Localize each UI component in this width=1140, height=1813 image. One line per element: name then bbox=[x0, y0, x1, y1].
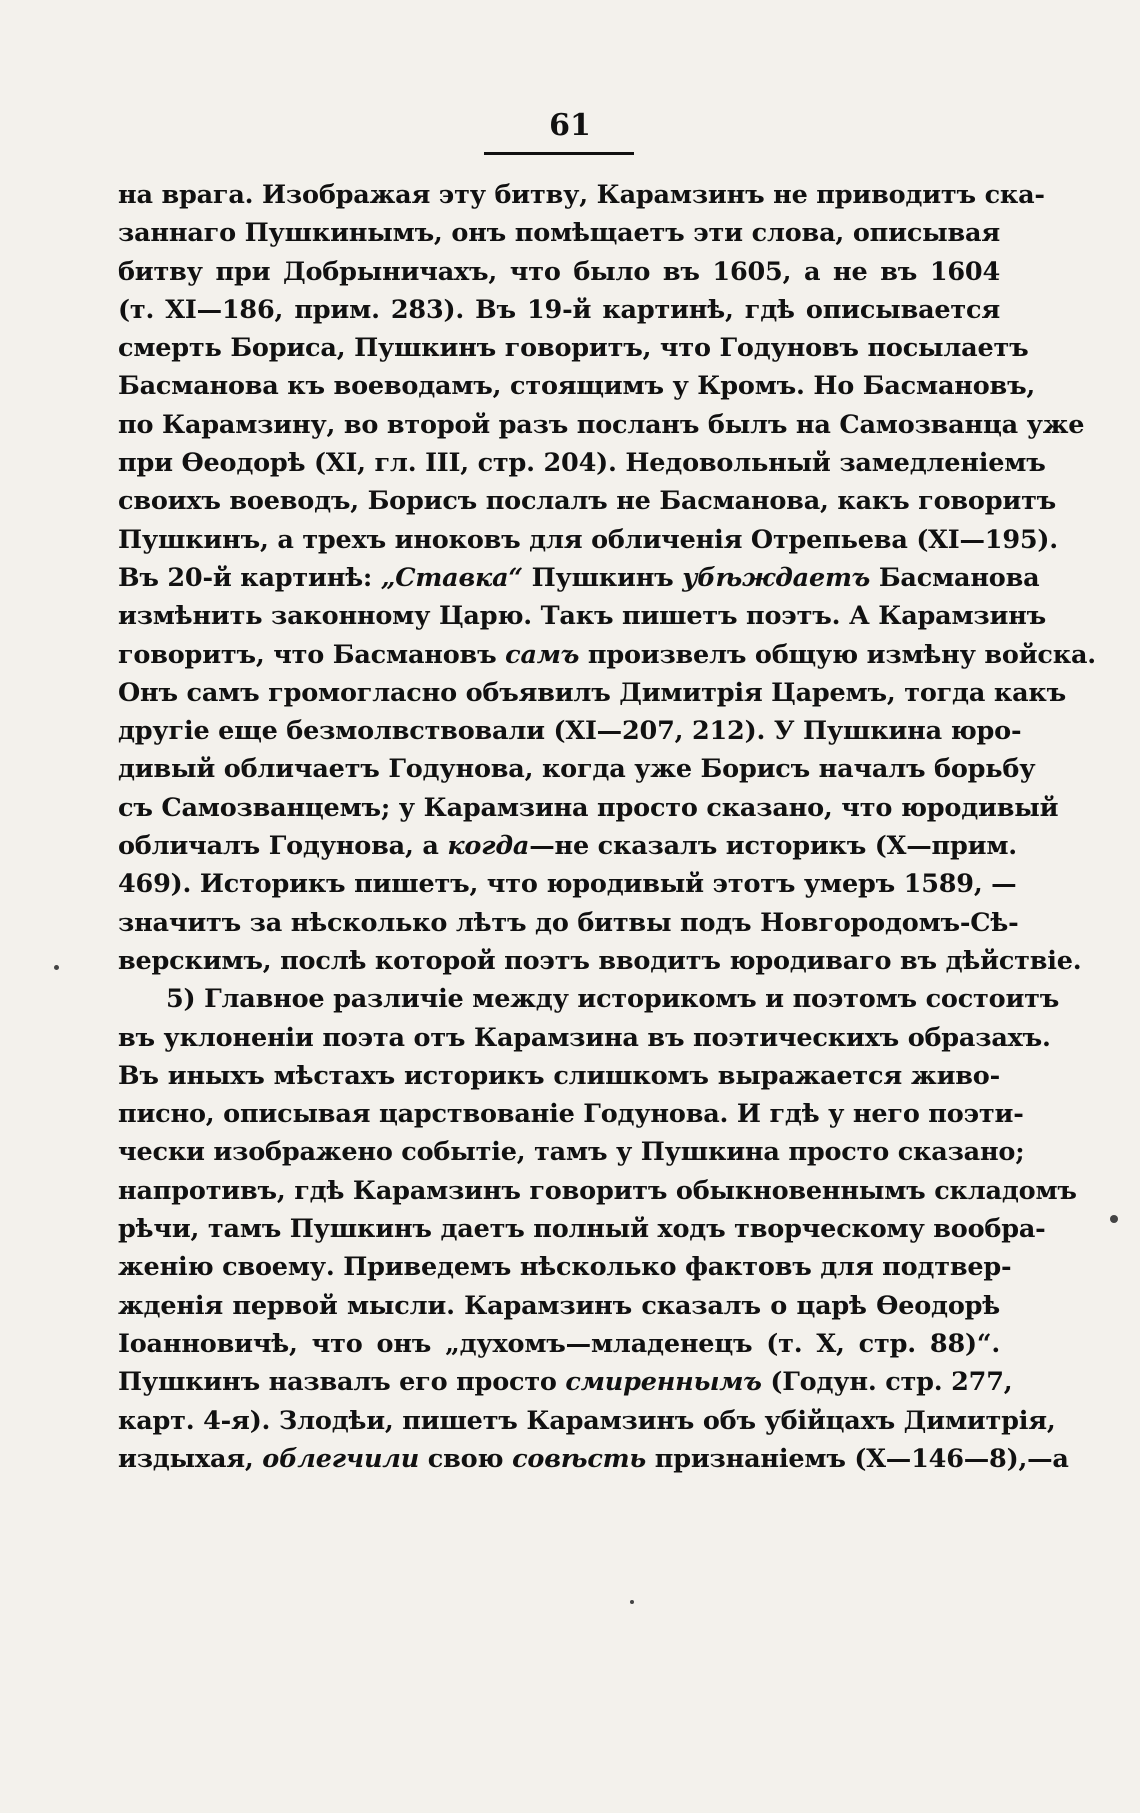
text-run: съ Самозванцемъ; у Карамзина просто сказано, что юродивый bbox=[118, 792, 1059, 823]
text-run: верскимъ, послѣ которой поэтъ вводитъ юродиваго въ дѣйствіе. bbox=[118, 945, 1082, 976]
text-run: чески изображено событіе, тамъ у Пушкина просто сказано; bbox=[118, 1137, 1025, 1168]
text-line bbox=[118, 253, 1000, 291]
header-rule bbox=[484, 152, 634, 155]
text-run: измѣнить законному Царю. Такъ пишетъ поэтъ. А Карамзинъ bbox=[118, 601, 1047, 632]
text-line bbox=[118, 214, 1000, 252]
text-run: при Ѳеодорѣ (XI, гл. III, стр. 204). Недовольный замедленіемъ bbox=[118, 448, 1046, 479]
scan-speck bbox=[630, 1600, 634, 1604]
text-line bbox=[118, 1325, 1000, 1363]
italic-run: убѣждаетъ bbox=[682, 562, 871, 593]
italic-run: самъ bbox=[505, 639, 580, 670]
italic-run: совѣсть bbox=[512, 1443, 647, 1474]
page-number: 61 bbox=[549, 108, 591, 143]
text-line bbox=[118, 597, 1047, 635]
text-run: Басманова къ воеводамъ, стоящимъ у Кромъ. Но Басмановъ, bbox=[118, 371, 1036, 402]
text-line bbox=[118, 674, 1066, 712]
text-run: по Карамзину, во второй разъ посланъ былъ на Самозванца уже bbox=[118, 409, 1085, 440]
text-line bbox=[118, 406, 1085, 444]
text-run: Въ 20-й картинѣ: bbox=[118, 562, 381, 593]
text-line bbox=[118, 1363, 1013, 1401]
text-line bbox=[118, 750, 1036, 788]
text-run: Пушкинъ назвалъ его просто bbox=[118, 1367, 566, 1398]
text-line bbox=[118, 444, 1046, 482]
text-run: издыхая, bbox=[118, 1443, 263, 1474]
text-line bbox=[118, 1440, 1069, 1478]
text-line bbox=[118, 827, 1017, 865]
text-line bbox=[118, 904, 1019, 942]
text-run: Онъ самъ громогласно объявилъ Димитрія Царемъ, тогда какъ bbox=[118, 677, 1066, 708]
text-line bbox=[118, 636, 1096, 674]
text-run: свою bbox=[419, 1443, 513, 1474]
text-run: Іоанновичѣ, что онъ „духомъ—младенецъ (т. X, стр. 88)“. bbox=[118, 1328, 1000, 1359]
text-line bbox=[118, 1057, 1000, 1095]
text-line bbox=[118, 865, 1017, 903]
text-run: своихъ воеводъ, Борисъ послалъ не Басманова, какъ говоритъ bbox=[118, 486, 1057, 517]
text-run: Въ иныхъ мѣстахъ историкъ слишкомъ выражается живо- bbox=[118, 1060, 1000, 1091]
text-line bbox=[118, 1402, 1056, 1440]
text-line bbox=[118, 176, 1045, 214]
text-run: Басманова bbox=[870, 562, 1040, 593]
text-line bbox=[118, 789, 1059, 827]
text-line bbox=[118, 559, 1040, 597]
text-run: заннаго Пушкинымъ, онъ помѣщаетъ эти слова, описывая bbox=[118, 218, 1000, 249]
text-run: —не сказалъ историкъ (X—прим. bbox=[529, 831, 1017, 862]
text-run: признаніемъ (X—146—8),—а bbox=[646, 1443, 1069, 1474]
text-run: говоритъ, что Басмановъ bbox=[118, 639, 506, 670]
text-line bbox=[118, 1133, 1025, 1171]
text-line bbox=[118, 1248, 1012, 1286]
text-run: писно, описывая царствованіе Годунова. И гдѣ у него поэти- bbox=[118, 1099, 1024, 1130]
text-run: смерть Бориса, Пушкинъ говоритъ, что Годуновъ посылаетъ bbox=[118, 333, 1029, 364]
body-text bbox=[118, 176, 1096, 1478]
text-run: произвелъ общую измѣну войска. bbox=[579, 639, 1096, 670]
text-line bbox=[118, 942, 1082, 980]
text-run: напротивъ, гдѣ Карамзинъ говоритъ обыкновеннымъ складомъ bbox=[118, 1175, 1077, 1206]
page-header bbox=[0, 108, 1140, 143]
text-run: (Годун. стр. 277, bbox=[761, 1367, 1013, 1398]
italic-run: когда bbox=[447, 831, 530, 862]
text-run: (т. XI—186, прим. 283). Въ 19-й картинѣ, гдѣ описывается bbox=[118, 294, 1000, 325]
text-run: другіе еще безмолвствовали (XI—207, 212). У Пушкина юро- bbox=[118, 716, 1022, 747]
text-line bbox=[118, 1210, 1046, 1248]
text-run: на врага. Изображая эту битву, Карамзинъ не приводитъ ска- bbox=[118, 180, 1045, 210]
scan-speck bbox=[1110, 1215, 1118, 1223]
text-run: Пушкинъ, а трехъ иноковъ для обличенія Отрепьева (XI—195). bbox=[118, 524, 1058, 555]
italic-run: облегчили bbox=[262, 1443, 420, 1474]
text-run: 5) Главное различіе между историкомъ и поэтомъ состоитъ bbox=[166, 984, 1060, 1015]
text-run: 469). Историкъ пишетъ, что юродивый этотъ умеръ 1589, — bbox=[118, 869, 1017, 900]
text-run: дивый обличаетъ Годунова, когда уже Борисъ началъ борьбу bbox=[118, 754, 1036, 785]
text-line bbox=[118, 980, 1060, 1018]
text-run: въ уклоненіи поэта отъ Карамзина въ поэтическихъ образахъ. bbox=[118, 1022, 1051, 1053]
text-run: рѣчи, тамъ Пушкинъ даетъ полный ходъ творческому вообра- bbox=[118, 1214, 1046, 1245]
text-line bbox=[118, 521, 1058, 559]
scan-speck bbox=[54, 965, 59, 970]
text-line bbox=[118, 367, 1036, 405]
text-run: женію своему. Приведемъ нѣсколько фактовъ для подтвер- bbox=[118, 1252, 1012, 1283]
text-line bbox=[118, 1095, 1024, 1133]
text-run: жденія первой мысли. Карамзинъ сказалъ о царѣ Ѳеодорѣ bbox=[118, 1290, 1000, 1321]
text-run: значитъ за нѣсколько лѣтъ до битвы подъ Новгородомъ-Сѣ- bbox=[118, 907, 1019, 938]
text-line bbox=[118, 712, 1022, 750]
text-line bbox=[118, 1172, 1077, 1210]
text-line bbox=[118, 482, 1057, 520]
text-line bbox=[118, 1287, 1000, 1325]
text-run: битву при Добрыничахъ, что было въ 1605, а не въ 1604 bbox=[118, 256, 1000, 287]
italic-run: „Ставка“ bbox=[380, 562, 523, 593]
italic-run: смиреннымъ bbox=[565, 1367, 762, 1398]
text-line bbox=[118, 329, 1029, 367]
text-run: Пушкинъ bbox=[522, 562, 683, 593]
text-run: карт. 4-я). Злодѣи, пишетъ Карамзинъ объ убійцахъ Димитрія, bbox=[118, 1405, 1056, 1436]
text-line bbox=[118, 1019, 1051, 1057]
text-line bbox=[118, 291, 1000, 329]
text-run: обличалъ Годунова, а bbox=[118, 831, 448, 862]
